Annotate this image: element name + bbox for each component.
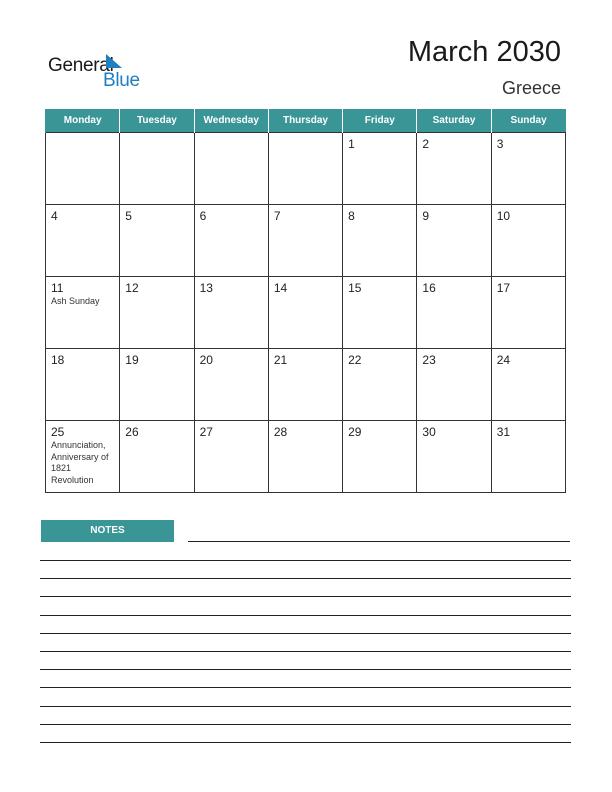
day-cell[interactable] — [417, 133, 491, 205]
notes-rule-line — [40, 596, 571, 597]
day-number: 3 — [496, 137, 504, 151]
day-number: 2 — [422, 137, 430, 151]
notes-rule-line — [40, 633, 571, 634]
day-cell[interactable] — [491, 277, 565, 349]
day-number: 7 — [273, 209, 281, 223]
day-number: 28 — [273, 425, 288, 439]
day-cell[interactable] — [268, 349, 342, 421]
notes-header: NOTES — [41, 520, 174, 542]
notes-rule-line — [40, 669, 571, 670]
day-cell[interactable] — [268, 133, 342, 205]
day-cell[interactable] — [491, 349, 565, 421]
logo-text-general: General — [48, 55, 114, 76]
day-number: 21 — [273, 353, 288, 367]
day-number: 11 — [51, 281, 64, 295]
day-cell[interactable] — [120, 277, 194, 349]
day-cell[interactable] — [194, 133, 268, 205]
day-number: 14 — [273, 281, 288, 295]
weekday-header: Monday — [46, 109, 120, 133]
day-number: 12 — [125, 281, 139, 295]
day-cell[interactable] — [46, 421, 120, 493]
day-cell[interactable] — [491, 421, 565, 493]
day-cell[interactable] — [120, 205, 194, 277]
day-cell[interactable] — [268, 421, 342, 493]
day-cell[interactable] — [46, 133, 120, 205]
day-number: 19 — [125, 353, 139, 367]
logo-text-blue: Blue — [103, 70, 140, 91]
day-number: 13 — [199, 281, 213, 295]
logo-triangle-icon — [106, 54, 122, 68]
week-row — [46, 205, 566, 277]
notes-rule-line — [40, 742, 571, 743]
day-number: 16 — [422, 281, 436, 295]
day-cell[interactable] — [194, 277, 268, 349]
holiday-label: Annunciation, Anniversary of 1821 Revolution — [51, 440, 109, 485]
day-cell[interactable] — [343, 421, 417, 493]
day-cell[interactable] — [343, 205, 417, 277]
day-number: 9 — [422, 209, 430, 223]
week-row — [46, 133, 566, 205]
day-number: 4 — [51, 209, 58, 223]
day-cell[interactable] — [194, 349, 268, 421]
day-number: 26 — [125, 425, 139, 439]
notes-rule-line — [40, 706, 571, 707]
day-number: 17 — [496, 281, 511, 295]
day-cell[interactable] — [491, 133, 565, 205]
day-cell[interactable] — [46, 349, 120, 421]
weekday-header: Friday — [343, 109, 417, 133]
day-cell[interactable] — [120, 133, 194, 205]
notes-rule-line — [40, 651, 571, 652]
day-number: 27 — [199, 425, 213, 439]
weekday-header: Saturday — [417, 109, 491, 133]
day-cell[interactable] — [46, 205, 120, 277]
day-cell[interactable] — [417, 421, 491, 493]
holiday-label: Ash Sunday — [51, 296, 100, 306]
day-number: 5 — [125, 209, 132, 223]
day-cell[interactable] — [46, 277, 120, 349]
day-number: 29 — [348, 425, 362, 439]
weekday-header-row — [46, 109, 566, 133]
day-cell[interactable] — [417, 205, 491, 277]
weekday-header: Thursday — [268, 109, 342, 133]
day-number: 23 — [422, 353, 436, 367]
day-cell[interactable] — [194, 205, 268, 277]
notes-rule-line — [188, 541, 570, 542]
notes-rule-line — [40, 724, 571, 725]
day-cell[interactable] — [417, 349, 491, 421]
day-number: 30 — [422, 425, 436, 439]
day-number: 22 — [348, 353, 362, 367]
day-number: 8 — [348, 209, 355, 223]
notes-rule-line — [40, 578, 571, 579]
day-cell[interactable] — [268, 277, 342, 349]
notes-rule-line — [40, 560, 571, 561]
day-cell[interactable] — [120, 421, 194, 493]
day-number: 6 — [199, 209, 207, 223]
notes-rule-line — [40, 687, 571, 688]
day-number: 20 — [199, 353, 213, 367]
day-cell[interactable] — [491, 205, 565, 277]
day-number: 15 — [348, 281, 362, 295]
week-row — [46, 349, 566, 421]
day-cell[interactable] — [343, 133, 417, 205]
week-row — [46, 277, 566, 349]
country-label: Greece — [501, 78, 561, 98]
weekday-header: Sunday — [491, 109, 565, 133]
day-number: 24 — [496, 353, 511, 367]
day-cell[interactable] — [120, 349, 194, 421]
weekday-header: Wednesday — [194, 109, 268, 133]
page-title: March 2030 — [407, 36, 561, 68]
day-cell[interactable] — [343, 277, 417, 349]
day-number: 10 — [496, 209, 511, 223]
weekday-header: Tuesday — [120, 109, 194, 133]
day-number: 25 — [51, 425, 65, 439]
day-number: 31 — [496, 425, 511, 439]
generalblue-logo — [48, 52, 158, 92]
day-number: 1 — [348, 137, 355, 151]
day-cell[interactable] — [268, 205, 342, 277]
day-cell[interactable] — [417, 277, 491, 349]
week-row — [46, 421, 566, 493]
calendar-grid — [45, 109, 566, 493]
day-cell[interactable] — [194, 421, 268, 493]
day-cell[interactable] — [343, 349, 417, 421]
notes-rule-line — [40, 615, 571, 616]
day-number: 18 — [51, 353, 65, 367]
